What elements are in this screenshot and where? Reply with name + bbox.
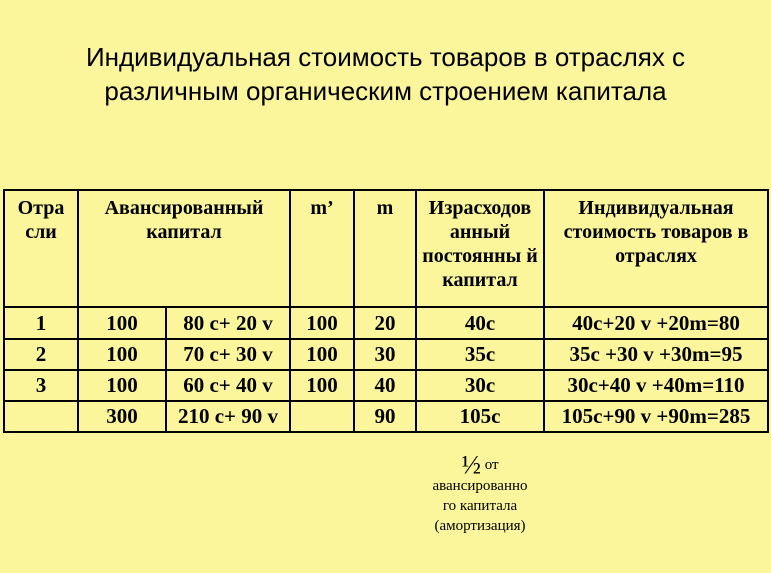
cell-total: 100 [78,307,166,338]
cell-value: 40с+20 v +20m=80 [544,307,768,338]
table-row [4,307,768,338]
cell-total: 100 [78,370,166,401]
depreciation-note [410,450,550,536]
header-row [4,190,768,307]
cell-branch: 3 [4,370,78,401]
cell-value: 35с +30 v +30m=95 [544,339,768,370]
header-m-prime: m’ [290,190,354,307]
cell-m: 40 [354,370,416,401]
cell-structure: 70 с+ 30 v [166,339,290,370]
cell-m-prime: 100 [290,339,354,370]
cell-consumed: 35с [416,339,544,370]
cell-branch: 1 [4,307,78,338]
cell-m: 20 [354,307,416,338]
header-advanced-capital: Авансированный капитал [78,190,290,307]
note-from: от [484,457,499,473]
slide-title [0,40,771,108]
cell-consumed: 105с [416,401,544,432]
cell-total: 100 [78,339,166,370]
cell-m: 30 [354,339,416,370]
title-line-1: Индивидуальная стоимость товаров в отраслях с [85,42,686,72]
cell-m-prime: 100 [290,307,354,338]
note-line-4: (амортизация) [434,517,526,534]
cell-m: 90 [354,401,416,432]
cell-branch [4,401,78,432]
cell-consumed: 40с [416,307,544,338]
cell-structure: 210 с+ 90 v [166,401,290,432]
header-branch: Отра сли [4,190,78,307]
table-row [4,339,768,370]
cell-total: 300 [78,401,166,432]
cell-structure: 60 с+ 40 v [166,370,290,401]
cell-structure: 80 с+ 20 v [166,307,290,338]
cell-m-prime: 100 [290,370,354,401]
cell-m-prime [290,401,354,432]
capital-table [3,189,769,433]
table-row [4,370,768,401]
note-line-3: го капитала [442,497,518,514]
note-fraction: ½ [461,450,481,480]
title-line-2: различным органическим строением капитала [104,76,667,106]
header-consumed-constant: Израсходов анный постоянны й капитал [416,190,544,307]
header-m: m [354,190,416,307]
header-individual-value: Индивидуальная стоимость товаров в отраслях [544,190,768,307]
note-line-1 [410,450,550,480]
note-line-2: авансированно [432,477,528,494]
cell-value: 30с+40 v +40m=110 [544,370,768,401]
cell-branch: 2 [4,339,78,370]
cell-value: 105с+90 v +90m=285 [544,401,768,432]
table-row-total [4,401,768,432]
cell-consumed: 30с [416,370,544,401]
